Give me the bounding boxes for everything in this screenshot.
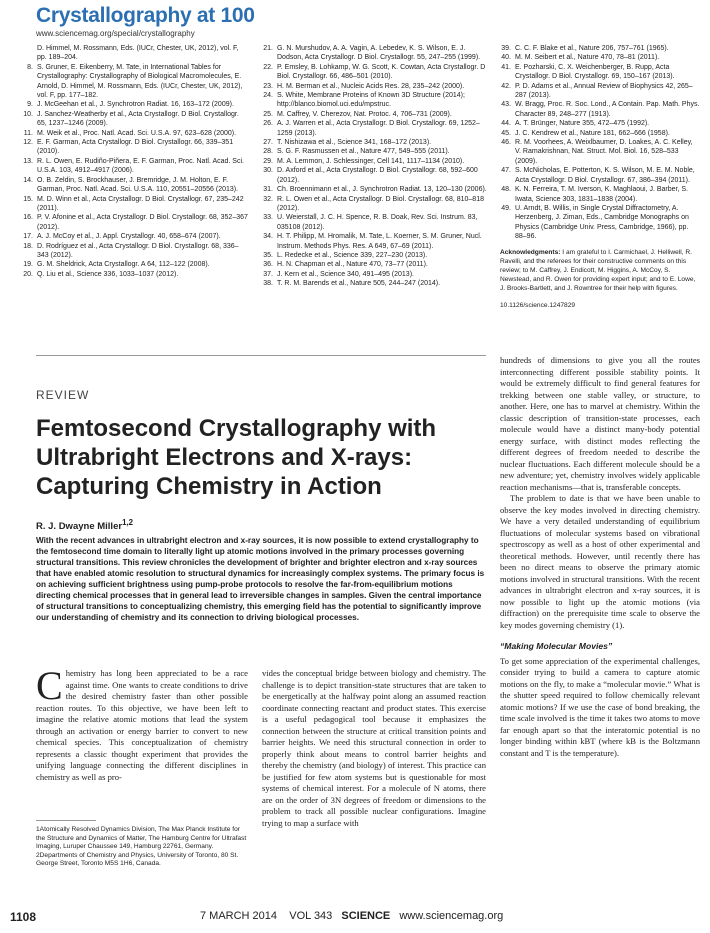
reference-number: 21. xyxy=(263,45,273,52)
abstract: With the recent advances in ultrabright electron and x-ray sources, it is now possible to extend crystallography to the femtosecond time domain to literally light up atomic motions involved in the primary processes governing structural transitions. This review chronicles the development of brighter and brighter electron and x-ray sources that have enabled atomic resolution to structural dynamics for increasingly complex systems. The primary focus is on achieving sufficient brightness using pump-probe protocols to resolve the far-from-equilibrium motions directing chemical processes that in general lead to irreversible changes in samples. Given the central importance of structural transitions to conceptualizing chemistry, this emerging field has the potential to significantly improve our understanding of chemistry and its connection to driving biological processes. xyxy=(36,536,485,622)
reference-number: 30. xyxy=(263,167,273,175)
reference-text: E. F. Garman, Acta Crystallogr. D Biol. Crystallogr. 66, 339–351 (2010). xyxy=(37,139,234,156)
reference-item xyxy=(262,166,488,185)
reference-text: P. Emsley, B. Lohkamp, W. G. Scott, K. Cowtan, Acta Crystallogr. D Biol. Crystallogr. 66, 486–501 (2010). xyxy=(277,63,486,81)
reference-item xyxy=(262,44,488,63)
acknowledgments xyxy=(500,248,700,293)
article-title: Femtosecond Crystallography with Ultrabright Electrons and X-rays: Capturing Chemistry in Action xyxy=(36,415,437,500)
reference-text: J. C. Kendrew et al., Nature 181, 662–666 (1958). xyxy=(515,129,670,137)
reference-item xyxy=(262,185,488,194)
reference-text: E. Pozharski, C. X. Weichenberger, B. Rupp, Acta Crystallogr. D Biol. Crystallogr. 69, 150–167 (2013). xyxy=(515,63,675,81)
reference-item xyxy=(262,91,488,110)
reference-item xyxy=(262,82,488,91)
reference-text: H. T. Philipp, M. Hromalik, M. Tate, L. Koerner, S. M. Gruner, Nucl. Instrum. Methods Phys. Res. A 649, 67–69 (2011). xyxy=(277,233,482,250)
reference-text: L. Redecke et al., Science 339, 227–230 (2013). xyxy=(277,251,428,259)
reference-number: 36. xyxy=(263,261,273,269)
journal-url[interactable]: www.sciencemag.org xyxy=(399,910,504,922)
author-name: R. J. Dwayne Miller xyxy=(36,521,123,533)
reference-number: 47. xyxy=(501,167,511,175)
reference-text: W. Bragg, Proc. R. Soc. Lond., A Contain. Pap. Math. Phys. Character 89, 248–277 (1913). xyxy=(515,101,700,118)
reference-item xyxy=(22,213,248,232)
reference-text: Ch. Broennimann et al., J. Synchrotron Radiat. 13, 120–130 (2006). xyxy=(277,186,487,194)
reference-item xyxy=(22,157,248,176)
reference-number: 15. xyxy=(23,195,33,203)
reference-item xyxy=(500,63,700,82)
reference-text: A. T. Brünger, Nature 355, 472–475 (1992). xyxy=(515,120,650,128)
reference-item xyxy=(500,100,700,119)
reference-number: 18. xyxy=(23,242,33,250)
reference-item xyxy=(500,204,700,242)
reference-text: S. G. F. Rasmussen et al., Nature 477, 549–555 (2011). xyxy=(277,148,450,156)
reference-item xyxy=(262,270,488,279)
drop-cap: C xyxy=(36,663,63,708)
reference-number xyxy=(22,44,37,63)
reference-number: 48. xyxy=(501,186,511,194)
reference-text: G. N. Murshudov, A. A. Vagin, A. Lebedev, K. S. Wilson, E. J. Dodson, Acta Crystallogr. D Biol. Crystallogr. 55, 247–255 (1999). xyxy=(277,45,481,62)
reference-text: A. J. McCoy et al., J. Appl. Crystallogr. 40, 658–674 (2007). xyxy=(37,233,221,241)
reference-item xyxy=(500,82,700,101)
reference-number: 12. xyxy=(23,139,33,147)
reference-item xyxy=(22,242,248,261)
reference-number: 23. xyxy=(263,82,273,90)
author xyxy=(36,518,133,532)
reference-item xyxy=(22,138,248,157)
reference-number: 40. xyxy=(501,54,511,62)
issue-info xyxy=(200,910,503,922)
reference-number: 26. xyxy=(263,120,273,128)
reference-text: R. L. Owen et al., Acta Crystallogr. D Biol. Crystallogr. 68, 810–818 (2012). xyxy=(277,195,484,212)
reference-number: 13. xyxy=(23,157,33,165)
reference-number: 22. xyxy=(263,63,273,71)
acknowledgments-text: I am grateful to I. Carmichael, J. Helliwell, R. Ravelli, and the referees for their constructive comments on this review; to M. Caffrey, J. Endicott, M. Higgins, A. McCoy, S. Newstead, and R. Owen for providing expert input; and to E. Lowe, J. Brooks-Bartlett, and J. Rowntree for their help with figures. xyxy=(500,248,696,292)
reference-text: M. A. Lemmon, J. Schlessinger, Cell 141, 1117–1134 (2010). xyxy=(277,157,465,165)
reference-number: 45. xyxy=(501,129,511,137)
reference-item xyxy=(262,119,488,138)
reference-item xyxy=(262,63,488,82)
reference-item xyxy=(262,157,488,166)
issue-date: 7 MARCH 2014 xyxy=(200,910,278,922)
author-affiliation-markers: 1,2 xyxy=(122,518,134,527)
reference-item xyxy=(500,185,700,204)
reference-item xyxy=(22,176,248,195)
reference-number: 35. xyxy=(263,251,273,259)
reference-item xyxy=(22,129,248,138)
reference-item xyxy=(22,195,248,214)
reference-text: J. McGeehan et al., J. Synchrotron Radiat. 16, 163–172 (2009). xyxy=(37,101,234,109)
section-label: REVIEW xyxy=(36,388,90,402)
reference-text: P. D. Adams et al., Annual Review of Biophysics 42, 265–287 (2013). xyxy=(515,82,693,100)
body-text-2: vides the conceptual bridge between biology and chemistry. The challenge is to depict transition-state structures that are taken to be energetically at the halfway point along an assumed reaction coordinate connecting reactant and product states. This exercise is a useful pedagogical tool because it emphasizes the connection between the structure at critical transition points and barrier heights. We need this structural connection in order to properly think about means to control barrier heights and thereby the chemistry (and biology) of interest. This practice can be justified for few atom systems but is questionable for most systems of chemical interest. For a molecule of N atoms, there are on the order of 3N degrees of freedom or dimensions to the problem to track all possible nuclear configurations. Imagine trying to map a surface with xyxy=(262,668,486,828)
journal-name: SCIENCE xyxy=(341,910,391,922)
reference-item xyxy=(500,53,700,62)
section-divider xyxy=(36,355,486,356)
reference-text: D. Himmel, M. Rossmann, Eds. (IUCr, Chester, UK, 2012), vol. F, pp. 189–204. xyxy=(37,45,239,62)
reference-number: 27. xyxy=(263,139,273,147)
reference-text: J. Sanchez-Weatherby et al., Acta Crystallogr. D Biol. Crystallogr. 65, 1237–1246 (2009). xyxy=(37,110,239,128)
reference-number: 42. xyxy=(501,82,511,90)
reference-item xyxy=(22,260,248,269)
reference-item xyxy=(500,166,700,185)
reference-number: 33. xyxy=(263,214,273,222)
reference-number: 10. xyxy=(23,110,33,118)
reference-text: H. N. Chapman et al., Nature 470, 73–77 (2011). xyxy=(277,261,428,269)
reference-text: P. V. Afonine et al., Acta Crystallogr. D Biol. Crystallogr. 68, 352–367 (2012). xyxy=(37,214,248,231)
body-column-1 xyxy=(36,663,248,783)
reference-number: 49. xyxy=(501,204,511,212)
reference-number: 11. xyxy=(23,129,33,137)
reference-text: A. J. Warren et al., Acta Crystallogr. D Biol. Crystallogr. 69, 1252–1259 (2013). xyxy=(277,120,480,137)
page-number: 1108 xyxy=(10,910,37,924)
reference-item xyxy=(262,195,488,214)
reference-number: 38. xyxy=(263,280,273,288)
body-column-3 xyxy=(500,355,700,759)
section-url[interactable]: www.sciencemag.org/special/crystallography xyxy=(36,29,195,38)
affiliation-rule xyxy=(36,820,96,821)
reference-number: 39. xyxy=(501,45,511,52)
body-paragraph-2: The problem to date is that we have been unable to observe the key modes involved in directing chemistry. We have a very detailed understanding of equilibrium fluctuations of molecular systems based on vibrational spectroscopy as well as a host of other experimental and theoretical methods. However, until recently there has been no direct means to observe the primary atomic motions involved in structural transitions. With the recent advances in ultrabright electron and x-ray sources, it is now possible to light up the atomic motions (via diffraction) on the prerequisite time scale to observe the key modes governing chemistry (1). xyxy=(500,493,700,630)
affiliation: 1Atomically Resolved Dynamics Division, The Max Planck Institute for the Structure and Dynamics of Matter, The Hamburg Centre for Ultrafast Imaging, Luruper Chaussee 149, Hamburg 22761, Germany. 2Departments of Chemistry and Physics, University of Toronto, 80 St. George Street, Toronto M5S 1H6, Canada. xyxy=(36,826,247,868)
body-paragraph-3: To get some appreciation of the experimental challenges, consider trying to build a camera to capture atomic motions on the fly, to make a “molecular movie.” What is the shutter speed required to follow chemically relevant atomic motions? If we use the case of bond breaking, the time scale involved is the time it takes two atoms to move far enough apart so that the interatomic potential is no longer binding within kBT (where kB is the Boltzmann constant and T is the temperature). xyxy=(500,655,700,758)
reference-number: 46. xyxy=(501,139,511,147)
reference-text: S. Gruner, E. Eikenberry, M. Tate, in International Tables for Crystallography: Crystallography of Biological Macromolecules, E. Arnold, D. Himmel, M. Rossmann, Eds. (IUCr, Chester, UK, 2012), vol. F, pp. 177–182. xyxy=(37,63,243,100)
reference-number: 31. xyxy=(263,186,273,194)
reference-number: 32. xyxy=(263,195,273,203)
reference-item xyxy=(262,251,488,260)
reference-number: 28. xyxy=(263,148,273,156)
page-footer xyxy=(0,907,710,927)
reference-text: S. White, Membrane Proteins of Known 3D Structure (2014); http://blanco.biomol.uci.edu/mpstruc. xyxy=(277,92,465,109)
references-column-3 xyxy=(500,44,700,310)
reference-number: 43. xyxy=(501,101,511,109)
reference-text: G. M. Sheldrick, Acta Crystallogr. A 64, 112–122 (2008). xyxy=(37,261,210,269)
body-paragraph-1: hundreds of dimensions to give you all the routes interconnecting different possible stability points. It would be extremely difficult to find general features for trekking between one stable valley, or structure, to another. Here, one has to marvel at chemistry. Within the classic description of transition-state processes, each molecule would have a distinct many-body potential energy surface, with distinct modes reflecting the different degrees of freedom needed to describe the nuclear fluctuations. Each different molecule should be a new adventure; yet, chemistry involves widely applicable reaction mechanisms—that is, transferable concepts. xyxy=(500,355,700,492)
reference-text: K. N. Ferreira, T. M. Iverson, K. Maghlaoui, J. Barber, S. Iwata, Science 303, 1831–1838 (2004). xyxy=(515,186,688,203)
reference-item xyxy=(22,232,248,241)
reference-text: S. McNicholas, E. Potterton, K. S. Wilson, M. E. M. Noble, Acta Crystallogr. D Biol. Crystallogr. 67, 386–394 (2011). xyxy=(515,167,695,184)
reference-text: D. Rodríguez et al., Acta Crystallogr. D Biol. Crystallogr. 68, 336–343 (2012). xyxy=(37,242,239,259)
reference-text: U. Weierstall, J. C. H. Spence, R. B. Doak, Rev. Sci. Instrum. 83, 035108 (2012). xyxy=(277,214,478,231)
references-column-2 xyxy=(262,44,488,289)
reference-text: Q. Liu et al., Science 336, 1033–1037 (2012). xyxy=(37,270,179,278)
reference-item xyxy=(500,138,700,166)
section-title: Crystallography at 100 xyxy=(36,4,255,27)
body-text-1: hemistry has long been appreciated to be a race against time. One wants to create conditions to drive the desired chemistry faster than other possible reaction routes. To this objective, we have been left to imagine the relative atomic motions that lead the system through an activation or energy barrier to convert to new chemical species. This conceptualization of chemistry represents a classic thought experiment that provides the unifying language connecting the different disciplines in chemistry as well as pro- xyxy=(36,668,248,782)
reference-number: 17. xyxy=(23,233,33,241)
reference-item xyxy=(22,110,248,129)
reference-item xyxy=(262,110,488,119)
reference-item xyxy=(22,63,248,101)
reference-item xyxy=(262,138,488,147)
reference-item xyxy=(262,260,488,269)
reference-number: 20. xyxy=(23,270,33,278)
reference-text: R. M. Voorhees, A. Weixlbaumer, D. Loakes, A. C. Kelley, V. Ramakrishnan, Nat. Struct. Mol. Biol. 16, 528–533 (2009). xyxy=(515,139,693,165)
reference-item xyxy=(262,279,488,288)
reference-item xyxy=(500,44,700,53)
reference-number: 14. xyxy=(23,176,33,184)
doi[interactable]: 10.1126/science.1247829 xyxy=(500,301,576,309)
reference-item xyxy=(500,119,700,128)
reference-item xyxy=(262,213,488,232)
reference-text: U. Arndt, B. Willis, in Single Crystal Diffractometry, A. Herzenberg, J. Ziman, Eds., Cambridge Monographs on Physics (Cambridge Univ. Press, Cambridge, 1966), pp. 88–96. xyxy=(515,204,689,241)
reference-text: R. L. Owen, E. Rudiño-Piñera, E. F. Garman, Proc. Natl. Acad. Sci. U.S.A. 103, 4912–4917 (2006). xyxy=(37,157,244,175)
reference-item xyxy=(262,232,488,251)
reference-number: 8. xyxy=(27,63,33,71)
acknowledgments-label: Acknowledgments: xyxy=(500,248,561,256)
reference-text: M. Weik et al., Proc. Natl. Acad. Sci. U.S.A. 97, 623–628 (2000). xyxy=(37,129,237,137)
reference-number: 19. xyxy=(23,261,33,269)
running-header xyxy=(36,4,255,39)
reference-number: 16. xyxy=(23,214,33,222)
reference-number: 44. xyxy=(501,120,511,128)
reference-item xyxy=(262,147,488,156)
body-column-2 xyxy=(262,668,486,829)
reference-item xyxy=(22,44,248,63)
reference-text: M. M. Seibert et al., Nature 470, 78–81 (2011). xyxy=(515,54,660,62)
reference-text: T. R. M. Barends et al., Nature 505, 244–247 (2014). xyxy=(277,280,441,288)
reference-text: D. Axford et al., Acta Crystallogr. D Biol. Crystallogr. 68, 592–600 (2012). xyxy=(277,167,478,184)
reference-number: 29. xyxy=(263,157,273,165)
subheading: “Making Molecular Movies” xyxy=(500,641,613,651)
reference-item xyxy=(22,100,248,109)
reference-number: 37. xyxy=(263,270,273,278)
reference-number: 34. xyxy=(263,233,273,241)
reference-text: T. Nishizawa et al., Science 341, 168–172 (2013). xyxy=(277,139,432,147)
reference-number: 24. xyxy=(263,92,273,100)
reference-number: 41. xyxy=(501,63,511,71)
reference-text: C. C. F. Blake et al., Nature 206, 757–761 (1965). xyxy=(515,45,669,52)
reference-text: H. M. Berman et al., Nucleic Acids Res. 28, 235–242 (2000). xyxy=(277,82,465,90)
reference-text: M. D. Winn et al., Acta Crystallogr. D Biol. Crystallogr. 67, 235–242 (2011). xyxy=(37,195,244,212)
reference-item xyxy=(22,270,248,279)
reference-text: O. B. Zeldin, S. Brockhauser, J. Bremridge, J. M. Holton, E. F. Garman, Proc. Natl. Acad. Sci. U.S.A. 110, 20551–20556 (2013). xyxy=(37,176,239,194)
issue-volume: VOL 343 xyxy=(289,910,333,922)
reference-number: 25. xyxy=(263,110,273,118)
reference-text: M. Caffrey, V. Cherezov, Nat. Protoc. 4, 706–731 (2009). xyxy=(277,110,452,118)
reference-text: J. Kern et al., Science 340, 491–495 (2013). xyxy=(277,270,414,278)
reference-item xyxy=(500,129,700,138)
reference-number: 9. xyxy=(27,101,33,109)
references-column-1 xyxy=(22,44,248,279)
